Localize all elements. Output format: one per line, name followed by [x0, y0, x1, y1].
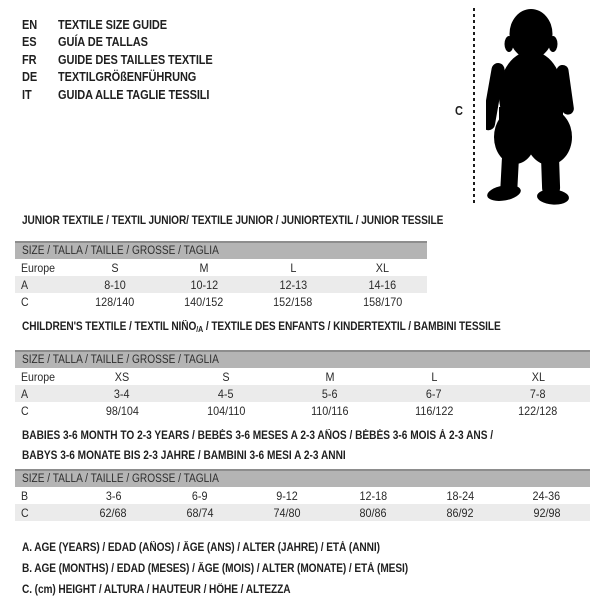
legend-line-a: A. AGE (YEARS) / EDAD (AÑOS) / ÂGE (ANS) / ALTER (JAHRE) / ETÀ (ANNI) — [22, 542, 380, 554]
value-cell: 24-36 — [532, 488, 561, 503]
babies-table-title — [15, 426, 590, 466]
value-cell: 6-7 — [426, 386, 442, 401]
babies-title-line-2: BABYS 3-6 MONATE BIS 2-3 JAHRE / BAMBINI 3-6 MESI A 2-3 ANNI — [22, 450, 346, 462]
row-label: A — [21, 277, 29, 292]
size-cell: XS — [114, 369, 130, 384]
size-cell: L — [430, 369, 438, 384]
babies-title-line-1: BABIES 3-6 MONTH TO 2-3 YEARS / BEBÉS 3-6 MESES A 2-3 AÑOS / BÉBÉS 3-6 MOIS À 2-3 ANS / — [22, 430, 494, 442]
size-cell: S — [222, 369, 230, 384]
table-row — [15, 402, 590, 419]
value-cell: 9-12 — [275, 488, 298, 503]
size-cell: S — [111, 260, 119, 275]
language-title: GUIDA ALLE TAGLIE TESSILI — [58, 87, 210, 102]
size-cell: XL — [531, 369, 545, 384]
row-label: C — [21, 403, 29, 418]
language-code: EN — [22, 17, 38, 32]
height-measure-dashed-line — [473, 8, 475, 205]
size-cell: L — [290, 260, 297, 275]
table-row — [15, 259, 427, 276]
value-cell: 6-9 — [192, 488, 208, 503]
legend-line-c: C. (cm) HEIGHT / ALTURA / HAUTEUR / HÖHE / ALTEZZA — [22, 584, 291, 596]
row-label: Europe — [21, 369, 56, 384]
value-cell: 158/170 — [362, 294, 402, 309]
table-row — [15, 487, 590, 504]
legend-line-b: B. AGE (MONTHS) / EDAD (MESES) / ÂGE (MOIS) / ALTER (MONATE) / ETÀ (MESI) — [22, 563, 409, 575]
value-cell: 116/122 — [414, 403, 454, 418]
row-label: A — [21, 386, 29, 401]
row-label: B — [21, 488, 29, 503]
value-cell: 62/68 — [99, 505, 127, 520]
value-cell: 3-6 — [105, 488, 122, 503]
language-code: IT — [22, 87, 32, 102]
value-cell: 152/158 — [273, 294, 313, 309]
babies-textile-section — [15, 426, 590, 521]
row-label: Europe — [21, 260, 56, 275]
size-header-bar: SIZE / TALLA / TAILLE / GRÖSSE / TAGLIA — [15, 469, 590, 487]
childrens-table-title: CHILDREN'S TEXTILE / TEXTIL NIÑO/A / TEXTILE DES ENFANTS / KINDERTEXTIL / BAMBINI TESSILE — [22, 321, 501, 334]
language-code: ES — [22, 35, 37, 50]
language-row-es — [22, 34, 234, 52]
value-cell: 3-4 — [114, 386, 130, 401]
table-row — [15, 504, 590, 521]
value-cell: 12-18 — [359, 488, 388, 503]
size-cell: XL — [375, 260, 389, 275]
value-cell: 92/98 — [533, 505, 561, 520]
table-row — [15, 293, 427, 310]
value-cell: 10-12 — [190, 277, 218, 292]
language-title: TEXTILE SIZE GUIDE — [58, 17, 168, 32]
value-cell: 128/140 — [95, 294, 135, 309]
value-cell: 12-13 — [279, 277, 307, 292]
junior-textile-section — [15, 214, 444, 310]
table-row — [15, 276, 427, 293]
language-row-de — [22, 69, 234, 87]
row-label: C — [21, 505, 29, 520]
value-cell: 104/110 — [206, 403, 246, 418]
childrens-textile-section — [15, 320, 590, 419]
size-cell: M — [199, 260, 209, 275]
size-header-bar: SIZE / TALLA / TAILLE / GRÖSSE / TAGLIA — [15, 241, 427, 259]
value-cell: 14-16 — [368, 277, 397, 292]
value-cell: 110/116 — [311, 403, 349, 418]
value-cell: 74/80 — [273, 505, 301, 520]
language-title: TEXTILGRÖßENFÜHRUNG — [58, 70, 197, 85]
value-cell: 98/104 — [105, 403, 139, 418]
height-label: C — [455, 104, 463, 118]
language-title: GUÍA DE TALLAS — [58, 35, 148, 50]
language-row-fr — [22, 51, 234, 69]
table-row — [15, 368, 590, 385]
language-row-it — [22, 86, 234, 104]
value-cell: 68/74 — [186, 505, 214, 520]
value-cell: 80/86 — [359, 505, 387, 520]
value-cell: 86/92 — [446, 505, 474, 520]
subscript-a: /A — [196, 325, 204, 334]
value-cell: 7-8 — [530, 386, 546, 401]
value-cell: 122/128 — [518, 403, 558, 418]
row-label: C — [21, 294, 29, 309]
value-cell: 140/152 — [184, 294, 224, 309]
table-row — [15, 385, 590, 402]
language-code: FR — [22, 52, 37, 67]
size-header-bar: SIZE / TALLA / TAILLE / GRÖSSE / TAGLIA — [15, 350, 590, 368]
toddler-silhouette — [486, 7, 576, 207]
value-cell: 18-24 — [446, 488, 474, 503]
value-cell: 8-10 — [103, 277, 126, 292]
language-code: DE — [22, 70, 38, 85]
value-cell: 4-5 — [218, 386, 234, 401]
language-title: GUIDE DES TAILLES TEXTILE — [58, 52, 213, 67]
language-row-en — [22, 16, 234, 34]
junior-size-table — [15, 241, 427, 310]
language-guide-list — [22, 16, 234, 104]
value-cell: 5-6 — [322, 386, 338, 401]
junior-table-title: JUNIOR TEXTILE / TEXTIL JUNIOR/ TEXTILE JUNIOR / JUNIORTEXTIL / JUNIOR TESSILE — [22, 215, 444, 227]
legend — [15, 538, 461, 600]
size-cell: M — [325, 369, 335, 384]
babies-size-table — [15, 469, 590, 521]
childrens-size-table — [15, 350, 590, 419]
